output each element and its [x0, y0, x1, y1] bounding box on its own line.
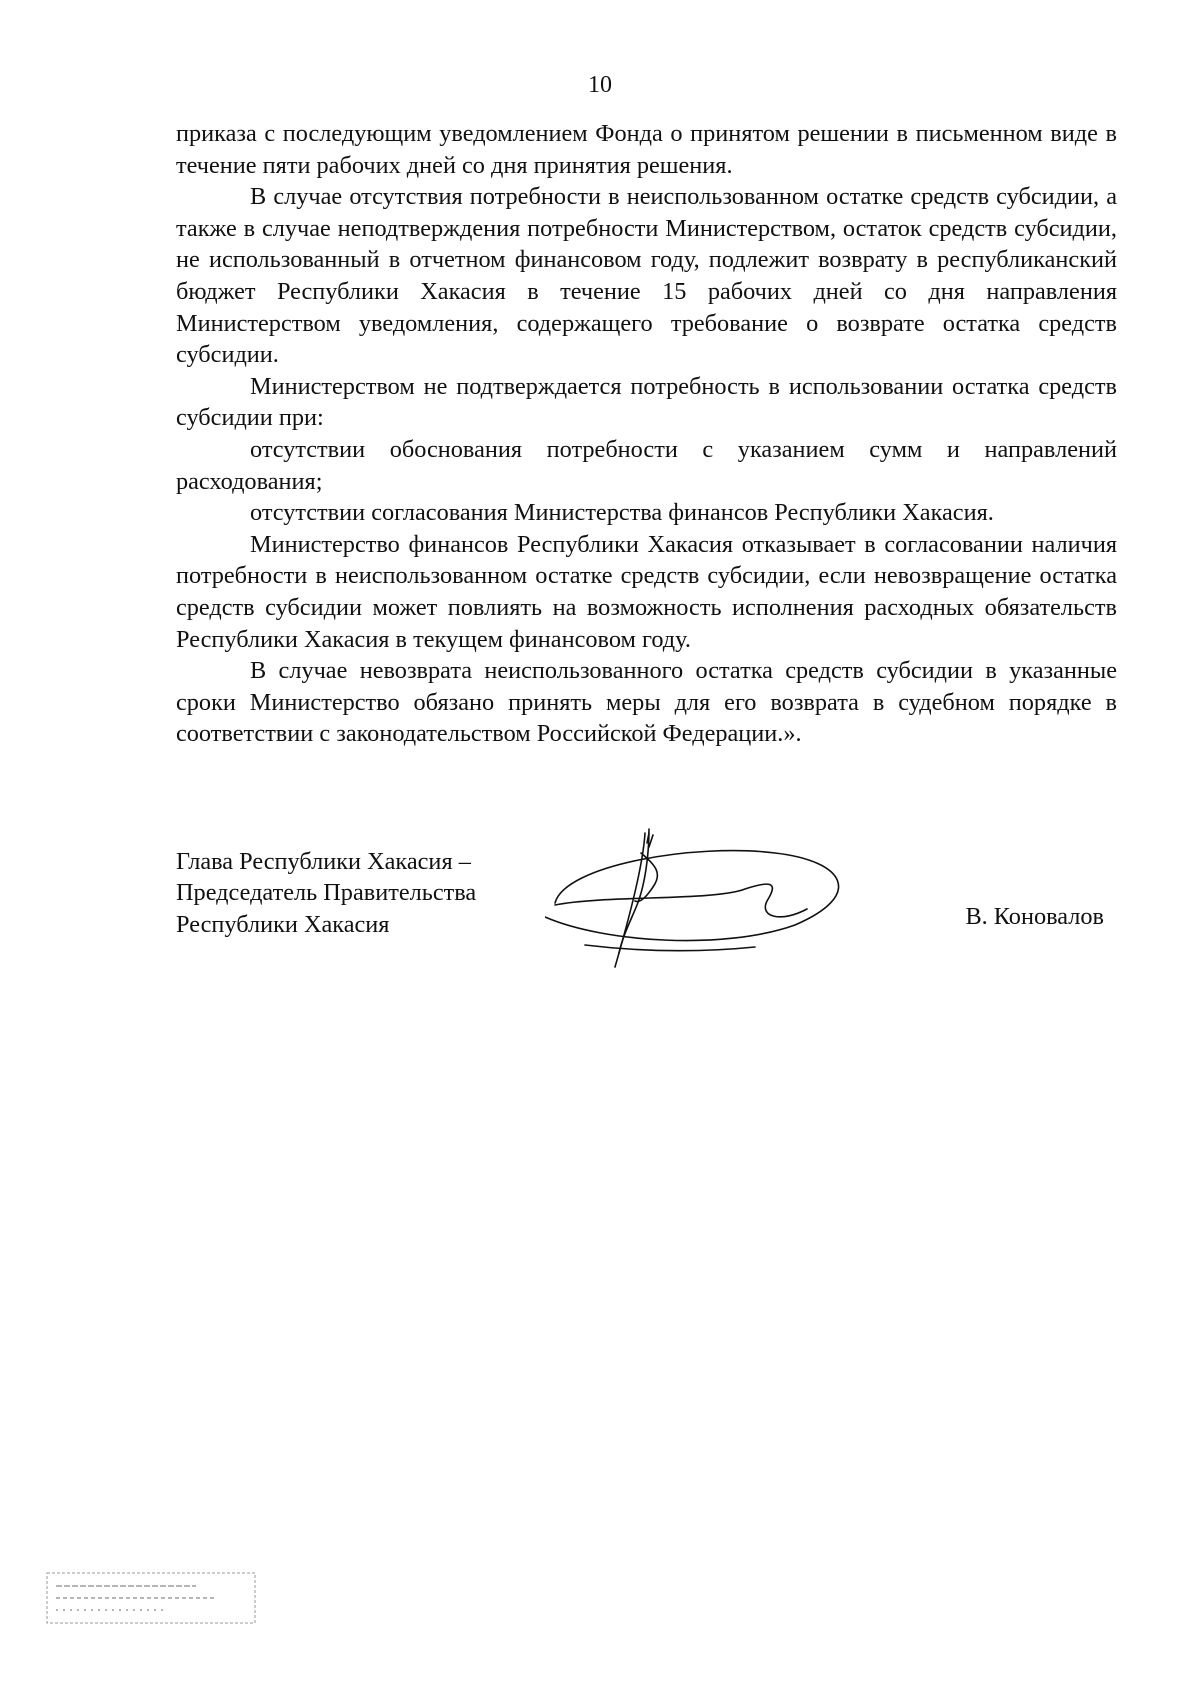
signatory-title-line: Республики Хакасия — [176, 910, 390, 938]
document-body — [176, 118, 1117, 750]
registration-stamp — [46, 1572, 256, 1624]
handwritten-signature — [545, 825, 875, 975]
signatory-title-line: Председатель Правительства — [176, 879, 477, 907]
paragraph-4: отсутствии обоснования потребности с указанием сумм и направлений расходования; — [176, 435, 1117, 495]
signatory-name: В. Коновалов — [965, 903, 1104, 930]
signatory-title-line: Глава Республики Хакасия – — [176, 848, 471, 875]
signatory-title — [176, 846, 476, 940]
page-number: 10 — [588, 72, 612, 98]
paragraph-2: В случае отсутствия потребности в неиспользованном остатке средств субсидии, а также в случае неподтверждения потребности Министерством, остаток средств субсидии, не использованный в отчетном финансовом году, подлежит возврату в республиканский бюджет Республики Хакасия в течение 15 рабочих дней со дня направления Министерством уведомления, содержащего требование о возврате остатка средств субсидии. — [176, 183, 1117, 369]
paragraph-1: приказа с последующим уведомлением Фонда о принятом решении в письменном виде в течение пяти рабочих дней со дня принятия решения. — [176, 120, 1117, 179]
paragraph-6: Министерство финансов Республики Хакасия отказывает в согласовании наличия потребности в неиспользованном остатке средств субсидии, если невозвращение остатка средств субсидии может повлиять на возможность исполнения расходных обязательств Республики Хакасия в текущем финансовом году. — [176, 530, 1117, 653]
paragraph-3: Министерством не подтверждается потребность в использовании остатка средств субсидии при: — [176, 372, 1117, 432]
paragraph-5: отсутствии согласования Министерства финансов Республики Хакасия. — [250, 499, 994, 527]
paragraph-7: В случае невозврата неиспользованного остатка средств субсидии в указанные сроки Министерство обязано принять меры для его возврата в судебном порядке в соответствии с законодательством Российской Федерации.». — [176, 657, 1117, 748]
